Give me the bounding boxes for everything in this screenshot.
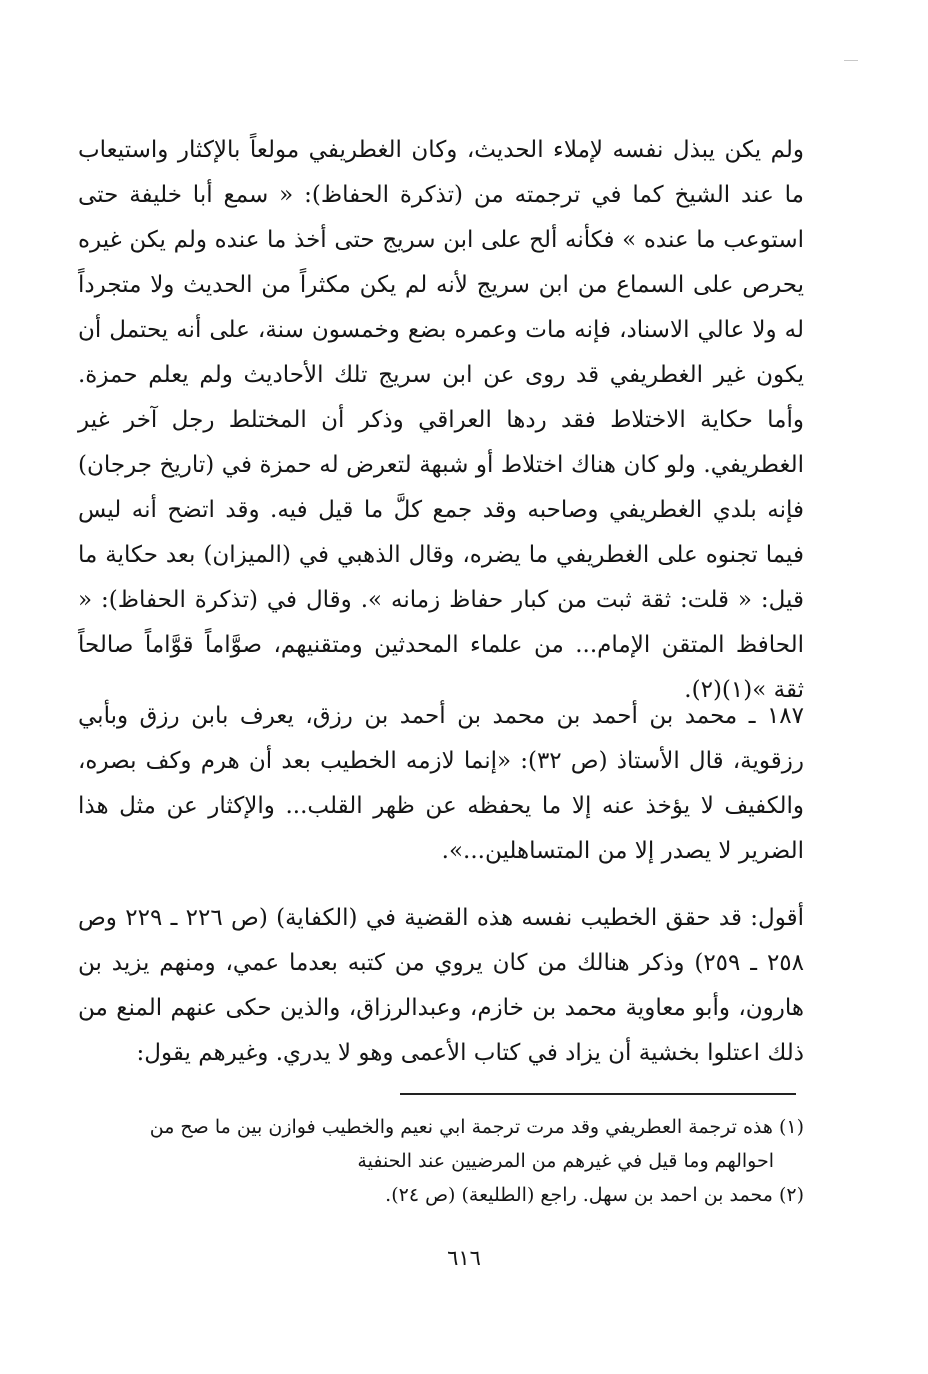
footnote-separator bbox=[400, 1093, 796, 1095]
paragraph-response bbox=[78, 896, 804, 1076]
paragraph-text: ولم يكن يبذل نفسه لإملاء الحديث، وكان الغطريفي مولعاً بالإكثار واستيعاب ما عند الشيخ كما في ترجمته من (تذكرة الحفاظ): « سمع أبا خليفة حتى استوعب ما عنده » فكأنه ألح على ابن سريج حتى أخذ ما عنده ولم يكن غيره يحرص على السماع من ابن سريج لأنه لم يكن مكثراً من الحديث ولا متجرداً له ولا عالي الاسناد، فإنه مات وعمره بضع وخمسون سنة، على أنه يحتمل أن يكون غير الغطريفي قد روى عن ابن سريج تلك الأحاديث ولم يعلم حمزة. وأما حكاية الاختلاط فقد ردها العراقي وذكر أن المختلط رجل آخر غير الغطريفي. ولو كان هناك اختلاط أو شبهة لتعرض له حمزة في (تاريخ جرجان) فإنه بلدي الغطريفي وصاحبه وقد جمع كلَّ ما قيل فيه. وقد اتضح أنه ليس فيما تجنوه على الغطريفي ما يضره، وقال الذهبي في (الميزان) بعد حكاية ما قيل: « قلت: ثقة ثبت من كبار حفاظ زمانه ». وقال في (تذكرة الحفاظ): « الحافظ المتقن الإمام... من علماء المحدثين ومتقنيهم، صوَّاماً قوَّاماً صالحاً ثقة »(١)(٢). bbox=[78, 137, 804, 703]
paragraph-text: أقول: قد حقق الخطيب نفسه هذه القضية في (الكفاية) (ص ٢٢٦ ـ ٢٢٩ وص ٢٥٨ ـ ٢٥٩) وذكر هنالك من كان يروي من كتبه بعدما عمي، ومنهم يزيد بن هارون، وأبو معاوية محمد بن خازم، وعبدالرزاق، والذين حكى عنهم المنع من ذلك اعتلوا بخشية أن يزاد في كتاب الأعمى وهو لا يدري. وغيرهم يقول: bbox=[78, 905, 804, 1066]
footnote-2: (٢) محمد بن احمد بن سهل. راجع (الطليعة) (ص ٢٤). bbox=[385, 1184, 804, 1206]
footnote-1-line-1: (١) هذه ترجمة العطريفي وقد مرت ترجمة ابي نعيم والخطيب فوازن بين ما صح من bbox=[149, 1116, 804, 1138]
paragraph-entry-187 bbox=[78, 694, 804, 874]
page-number: ٦١٦ bbox=[447, 1246, 481, 1270]
paragraph-ghitrifi bbox=[78, 128, 804, 713]
footnotes bbox=[78, 1110, 804, 1212]
paragraph-text: ١٨٧ ـ محمد بن أحمد بن محمد بن أحمد بن رزق، يعرف بابن رزق وبأبي رزقوية، قال الأستاذ (ص ٣٢): «إنما لازمه الخطيب بعد أن هرم وكف بصره، والكفيف لا يؤخذ عنه إلا ما يحفظه عن ظهر القلب... والإكثار عن مثل هذا الضرير لا يصدر إلا من المتساهلين...». bbox=[78, 703, 804, 864]
footnote-1-line-2: احوالهم وما قيل في غيرهم من المرضيين عند الحنفية bbox=[357, 1150, 774, 1172]
scan-mark bbox=[844, 60, 858, 61]
